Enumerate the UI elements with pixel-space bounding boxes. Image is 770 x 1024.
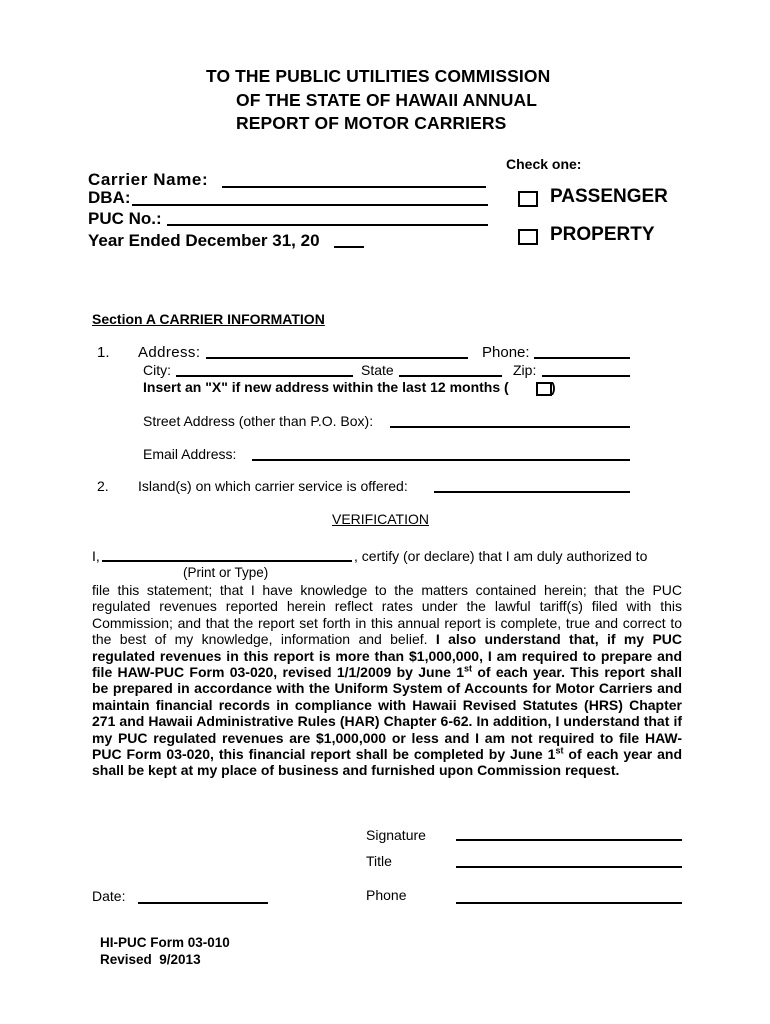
print-or-type-hint: (Print or Type)	[183, 565, 269, 580]
title-label: Title	[366, 853, 392, 869]
islands-label: Island(s) on which carrier service is offered:	[138, 478, 408, 494]
date-field[interactable]	[138, 902, 268, 904]
verification-statement	[92, 582, 682, 779]
street-address-field[interactable]	[390, 426, 630, 428]
statement-bold-2: of each year. This report shall be prepared in accordance with the Uniform System of Accounts for Motor Carriers and maintain financial records in compliance with Hawaii Revised Statutes (HRS) Chapter 271 and Hawaii Administrative Rules (HAR) Chapter 6-62. In addition, I understand that if my PUC regulated revenues are $1,000,000 or less and I am not required to file HAW-PUC Form 03-020, this financial report shall be completed by June 1	[92, 664, 682, 763]
passenger-checkbox[interactable]	[518, 191, 538, 207]
superscript-st-2: st	[555, 745, 564, 756]
superscript-st-1: st	[464, 663, 473, 674]
email-address-field[interactable]	[252, 459, 630, 461]
zip-label: Zip:	[513, 362, 537, 378]
street-address-label: Street Address (other than P.O. Box):	[143, 413, 374, 429]
new-address-checkbox[interactable]	[536, 382, 552, 396]
title-line-3: REPORT OF MOTOR CARRIERS	[236, 113, 507, 133]
revised-date: Revised 9/2013	[100, 952, 201, 967]
print-name-field[interactable]	[102, 560, 352, 562]
puc-no-field[interactable]	[167, 224, 488, 226]
statement-text: file this statement; that I have knowledge to the matters contained herein; that the PUC regulated revenues reported herein reflect rates under the lawful tariff(s) filed with this Commission; and that the report set forth in this annual report is complete, true and correct to the best of my knowledge, information and belief.	[92, 582, 682, 648]
form-number: HI-PUC Form 03-010	[100, 935, 230, 950]
phone-field[interactable]	[534, 357, 630, 359]
date-label: Date:	[92, 888, 126, 904]
property-checkbox[interactable]	[518, 229, 538, 245]
item-2-number: 2.	[97, 478, 109, 494]
address-field[interactable]	[206, 357, 468, 359]
dba-field[interactable]	[132, 204, 488, 206]
signature-label: Signature	[366, 827, 426, 843]
certify-text: , certify (or declare) that I am duly authorized to	[354, 548, 648, 564]
dba-label: DBA:	[88, 188, 131, 207]
check-one-label: Check one:	[506, 156, 582, 172]
signature-phone-field[interactable]	[456, 902, 682, 904]
statement-bold-1: I also understand that, if my PUC regulated revenues in this report is more than $1,000,000, I am required to prepare and file HAW-PUC Form 03-020, revised 1/1/2009 by June 1	[92, 631, 682, 681]
new-address-text: Insert an "X" if new address within the last 12 months (	[143, 379, 509, 395]
title-line-2: OF THE STATE OF HAWAII ANNUAL	[236, 90, 538, 110]
statement-bold-3: of each year and shall be kept at my place of business and furnished upon Commission request.	[92, 746, 682, 779]
signature-field[interactable]	[456, 839, 682, 841]
signature-phone-label: Phone	[366, 887, 407, 903]
zip-field[interactable]	[542, 375, 630, 377]
islands-field[interactable]	[434, 491, 630, 493]
i-label: I,	[92, 548, 100, 564]
city-field[interactable]	[176, 375, 353, 377]
section-a-heading: Section A CARRIER INFORMATION	[92, 311, 325, 327]
title-field[interactable]	[456, 866, 682, 868]
phone-label: Phone:	[482, 344, 530, 361]
state-field[interactable]	[399, 375, 502, 377]
address-label: Address:	[138, 344, 201, 361]
property-label: PROPERTY	[550, 224, 655, 245]
year-field[interactable]	[334, 246, 364, 248]
city-label: City:	[143, 362, 171, 378]
title-line-1: TO THE PUBLIC UTILITIES COMMISSION	[206, 66, 551, 86]
puc-no-label: PUC No.:	[88, 209, 162, 228]
verification-heading: VERIFICATION	[332, 511, 429, 527]
carrier-name-label: Carrier Name:	[88, 170, 209, 189]
email-address-label: Email Address:	[143, 446, 237, 462]
state-label: State	[361, 362, 394, 378]
item-1-number: 1.	[97, 344, 110, 361]
passenger-label: PASSENGER	[550, 186, 668, 207]
year-ended-label: Year Ended December 31, 20	[88, 231, 320, 250]
new-address-paren: )	[551, 379, 556, 395]
carrier-name-field[interactable]	[222, 186, 486, 188]
